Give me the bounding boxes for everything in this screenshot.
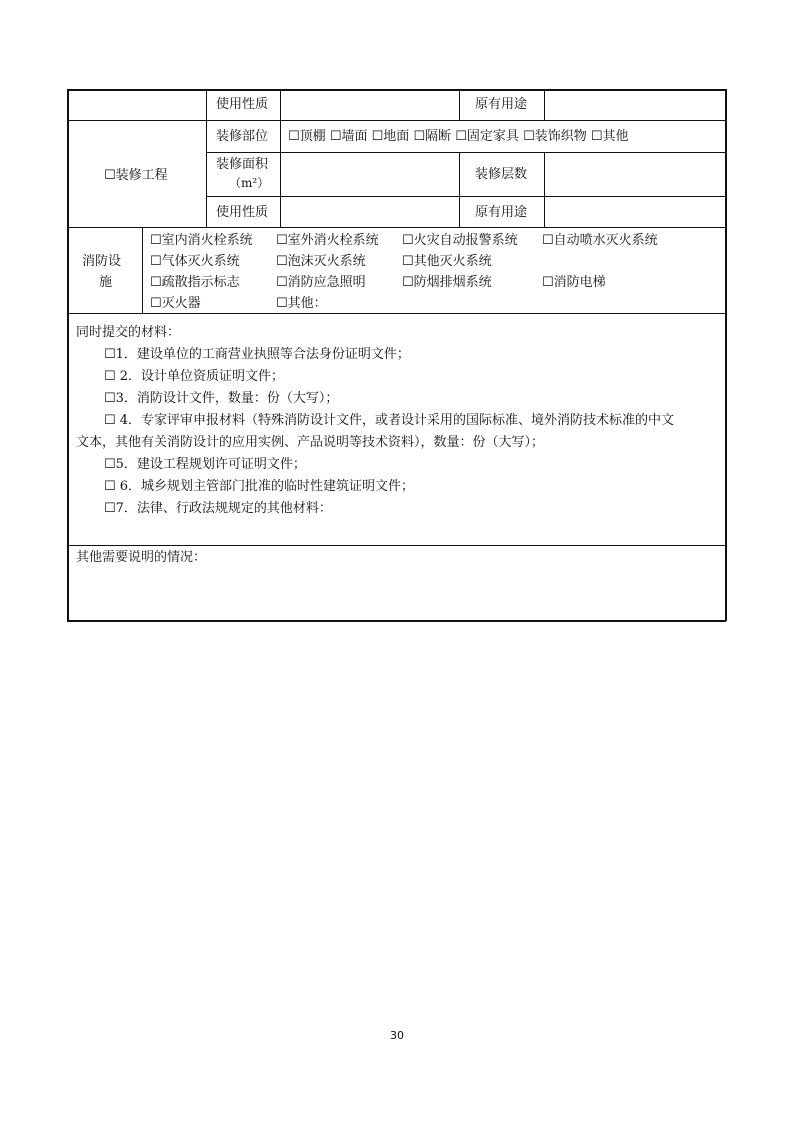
decoration-floors-field[interactable] [546,155,724,194]
checkbox-icon: ☐ [150,233,162,248]
material-item[interactable]: ☐ 4．专家评审申报材料（特殊消防设计文件，或者设计采用的国际标准、境外消防技术标准的中文 [104,413,675,428]
checkbox-icon: ☐ [276,296,288,311]
fire-option[interactable]: ☐其他： [276,296,327,311]
part-option[interactable]: ☐墙面 [329,129,368,144]
checkbox-icon: ☐ [104,391,116,406]
material-item-continuation: 文本，其他有关消防设计的应用实例、产品说明等技术资料），数量：份（大写）； [76,435,545,450]
fire-option[interactable]: ☐灭火器 [150,296,201,311]
checkbox-icon: ☐ [104,369,116,384]
decoration-area-unit: （m²） [229,176,270,190]
checkbox-icon: ☐ [104,347,116,362]
checkbox-icon: ☐ [455,129,467,144]
materials-section [76,322,720,520]
decoration-use-nature-label: 使用性质 [216,205,269,220]
fire-option[interactable]: ☐消防应急照明 [276,275,366,290]
part-option[interactable]: ☐装饰织物 [523,129,587,144]
original-use-field[interactable] [546,92,724,119]
material-item[interactable]: ☐5．建设工程规划许可证明文件； [104,457,306,472]
materials-title: 同时提交的材料： [76,325,181,340]
fire-option[interactable]: ☐疏散指示标志 [150,275,240,290]
checkbox-icon: ☐ [104,501,116,516]
checkbox-icon: ☐ [150,275,162,290]
checkbox-icon: ☐ [542,233,554,248]
checkbox-icon: ☐ [402,233,414,248]
checkbox-icon: ☐ [150,254,162,269]
decoration-part-options [288,130,629,143]
decoration-original-use-field[interactable] [546,199,724,226]
fire-option[interactable]: ☐其他灭火系统 [402,254,492,269]
part-option[interactable]: ☐其他 [590,129,629,144]
decoration-part-label: 装修部位 [216,129,269,144]
fire-facilities-label-2: 施 [99,275,113,290]
checkbox-icon: ☐ [276,254,288,269]
other-notes-field[interactable] [69,570,724,618]
fire-option[interactable]: ☐火灾自动报警系统 [402,233,518,248]
checkbox-icon: ☐ [288,129,300,144]
checkbox-icon: ☐ [329,129,342,144]
checkbox-icon: ☐ [276,233,288,248]
decoration-area-field[interactable] [282,155,458,194]
decoration-floors-label: 装修层数 [475,167,528,182]
checkbox-icon: ☐ [413,129,426,144]
part-option[interactable]: ☐隔断 [413,129,452,144]
other-notes-title: 其他需要说明的情况： [76,550,207,565]
part-option[interactable]: ☐固定家具 [455,129,519,144]
decoration-project-checkbox[interactable] [104,169,168,182]
decoration-use-nature-field[interactable] [282,199,458,226]
checkbox-icon: ☐ [402,254,414,269]
part-option[interactable]: ☐地面 [371,129,410,144]
decoration-area-label: 装修面积 [216,157,269,172]
checkbox-icon: ☐ [104,168,116,183]
use-nature-field[interactable] [282,92,458,119]
checkbox-icon: ☐ [542,275,554,290]
decoration-project-label: 装修工程 [115,168,168,183]
material-item[interactable]: ☐1．建设单位的工商营业执照等合法身份证明文件； [104,347,410,362]
decoration-original-use-label: 原有用途 [475,205,528,220]
material-item[interactable]: ☐ 2．设计单位资质证明文件； [104,369,285,384]
checkbox-icon: ☐ [104,457,116,472]
part-option[interactable]: ☐顶棚 [288,129,326,144]
checkbox-icon: ☐ [276,275,288,290]
checkbox-icon: ☐ [402,275,414,290]
use-nature-label: 使用性质 [216,97,269,112]
fire-option[interactable]: ☐自动喷水灭火系统 [542,233,658,248]
fire-option[interactable]: ☐泡沫灭火系统 [276,254,366,269]
original-use-label: 原有用途 [475,97,528,112]
fire-option[interactable]: ☐消防电梯 [542,275,606,290]
checkbox-icon: ☐ [150,296,162,311]
fire-option[interactable]: ☐防烟排烟系统 [402,275,492,290]
checkbox-icon: ☐ [590,129,603,144]
checkbox-icon: ☐ [104,479,116,494]
material-item[interactable]: ☐3．消防设计文件，数量：份（大写）； [104,391,339,406]
page-number: 30 [390,1029,404,1042]
fire-option[interactable]: ☐气体灭火系统 [150,254,240,269]
checkbox-icon: ☐ [371,129,384,144]
checkbox-icon: ☐ [104,413,116,428]
fire-facilities-label-1: 消防设 [82,254,122,269]
material-item[interactable]: ☐7．法律、行政法规规定的其他材料： [104,501,332,516]
checkbox-icon: ☐ [523,129,535,144]
fire-option[interactable]: ☐室内消火栓系统 [150,233,253,248]
material-item[interactable]: ☐ 6．城乡规划主管部门批准的临时性建筑证明文件； [104,479,415,494]
fire-option[interactable]: ☐室外消火栓系统 [276,233,379,248]
